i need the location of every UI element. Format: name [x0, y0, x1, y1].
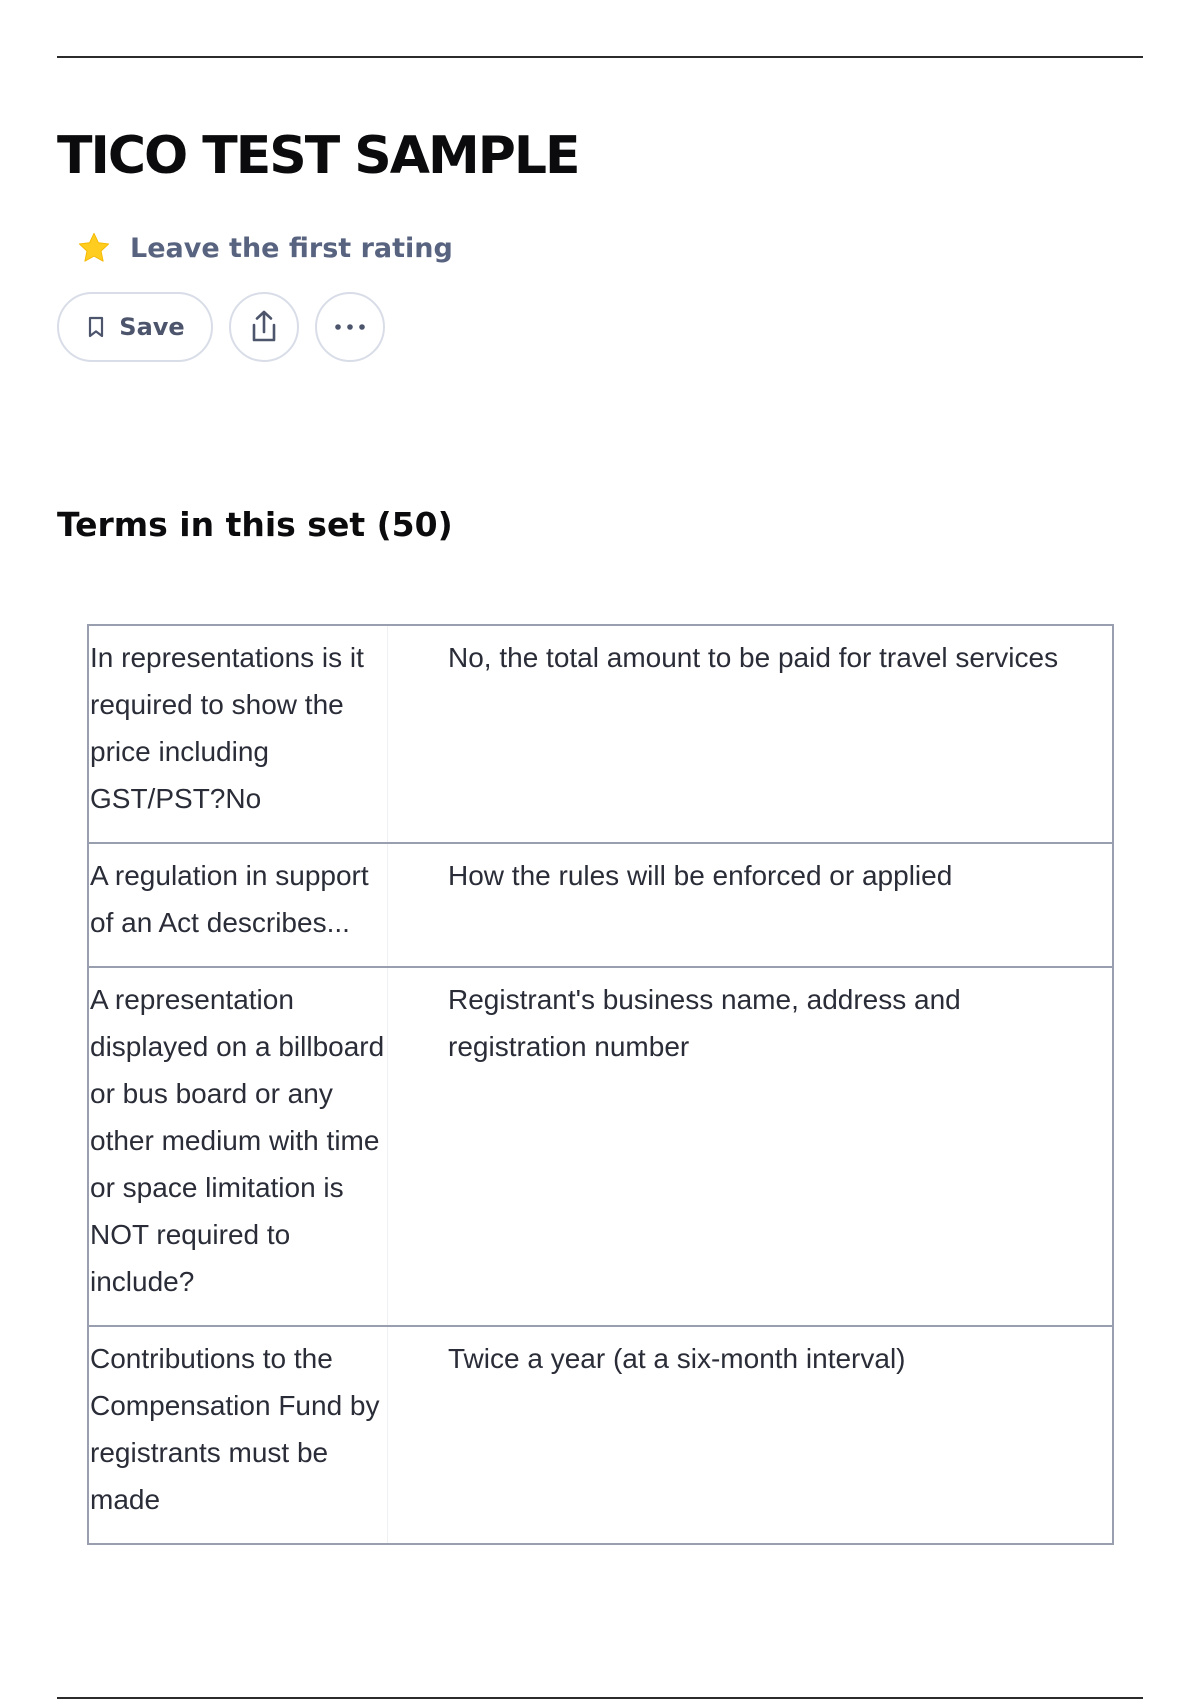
rating-link[interactable]: Leave the first rating	[130, 232, 453, 264]
term-cell: A regulation in support of an Act describes...	[88, 843, 388, 967]
table-row	[88, 625, 1113, 843]
terms-table	[87, 624, 1114, 1545]
more-options-icon	[332, 322, 368, 332]
table-row	[88, 1326, 1113, 1544]
bottom-divider	[57, 1697, 1143, 1699]
term-cell: A representation displayed on a billboard or bus board or any other medium with time or space limitation is NOT required to include?	[88, 967, 388, 1326]
star-icon	[76, 230, 112, 266]
save-button[interactable]	[57, 292, 213, 362]
definition-cell: Twice a year (at a six-month interval)	[448, 1343, 906, 1374]
save-button-label: Save	[119, 313, 185, 341]
term-cell: Contributions to the Compensation Fund by registrants must be made	[88, 1326, 388, 1544]
more-options-button[interactable]	[315, 292, 385, 362]
definition-cell: No, the total amount to be paid for travel services	[448, 642, 1059, 673]
share-button[interactable]	[229, 292, 299, 362]
rating-row[interactable]	[76, 228, 453, 268]
definition-cell: How the rules will be enforced or applied	[448, 860, 953, 891]
share-icon	[248, 309, 280, 345]
bookmark-icon	[85, 315, 107, 339]
page-title: TICO TEST SAMPLE	[57, 126, 579, 186]
term-cell: In representations is it required to show the price including GST/PST?No	[88, 625, 388, 843]
definition-cell: Registrant's business name, address and registration number	[448, 984, 961, 1062]
action-bar	[57, 292, 401, 362]
top-divider	[57, 56, 1143, 58]
terms-heading: Terms in this set (50)	[57, 505, 453, 544]
table-row	[88, 967, 1113, 1326]
table-row	[88, 843, 1113, 967]
